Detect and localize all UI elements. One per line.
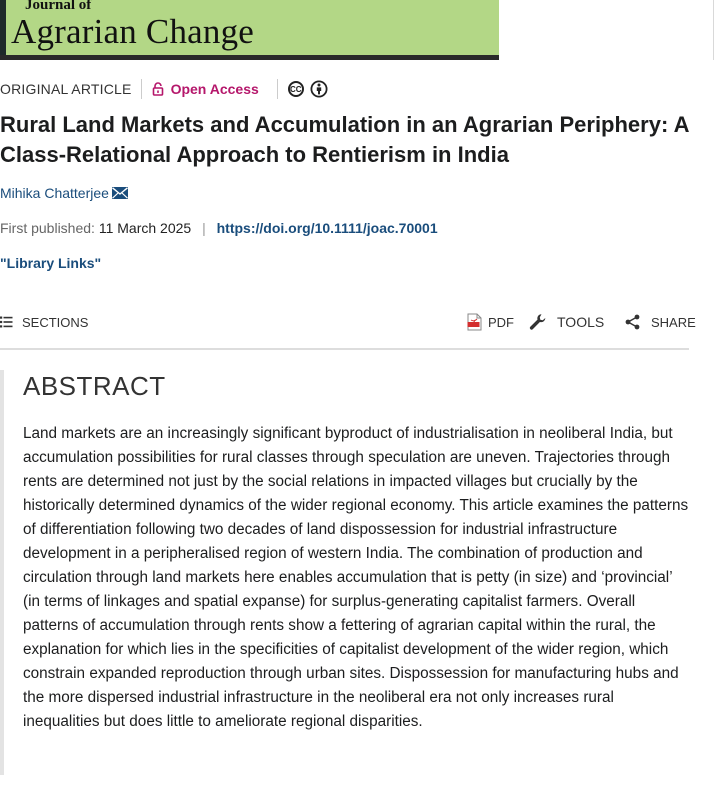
share-button[interactable] [625, 309, 696, 335]
toolbar-divider [0, 348, 689, 350]
abstract-text: Land markets are an increasingly significant byproduct of industrialisation in neoliberal India, but accumulation possibilities for rural classes through speculation are uneven. Trajectories through rents are determined not just by the social relations in impacted villages but crucially by the historically determined dynamics of the wider regional economy. This article examines the patterns of differentiation following two decades of land dispossession for industrial infrastructure development in a peripheralised region of western India. The combination of production and circulation through land markets here enables accumulation that is petty (in size) and ‘provincial’ (in terms of linkages and spatial expanse) for surplus-generating capitalist farmers. Overall patterns of accumulation through rents show a fettering of agrarian capital within the rural, the explanation for which lies in the specificities of capitalist development of the wider region, which constrain expanded reproduction through urban sites. Dispossession for manufacturing hubs and the more dispersed industrial infrastructure in the neoliberal era not only increases rural inequalities but does little to ameliorate regional disparities. [23, 425, 689, 730]
scroll-edge [713, 0, 714, 60]
doi-link[interactable]: https://doi.org/10.1111/joac.70001 [216, 220, 438, 236]
journal-banner[interactable] [0, 0, 499, 60]
library-links[interactable]: "Library Links" [0, 255, 102, 271]
license-icons[interactable] [288, 80, 328, 98]
sections-label: SECTIONS [22, 314, 89, 330]
list-icon [0, 316, 13, 328]
article-type: ORIGINAL ARTICLE [0, 81, 132, 97]
journal-name-small: Journal of [25, 0, 92, 13]
article-title: Rural Land Markets and Accumulation in an Agrarian Periphery: A Class-Relational Approach to Rentierism in India [0, 112, 689, 167]
email-icon[interactable] [112, 187, 128, 199]
banner-bottom-bar [0, 55, 499, 60]
first-published-date: 11 March 2025 [98, 220, 192, 236]
info-separator: | [202, 220, 206, 236]
abstract-heading: ABSTRACT [23, 371, 166, 401]
tools-button[interactable] [529, 309, 604, 335]
open-access-label: Open Access [170, 81, 259, 97]
creative-commons-icon: CC [288, 81, 304, 97]
author-name[interactable]: Mihika Chatterjee [0, 185, 109, 201]
article-toolbar [0, 309, 696, 335]
abstract-left-border [0, 370, 4, 775]
publication-info [0, 220, 438, 236]
divider [141, 79, 142, 99]
pdf-icon [467, 313, 482, 331]
pdf-label: PDF [488, 314, 514, 330]
open-lock-icon [152, 82, 164, 96]
author-row [0, 185, 128, 201]
sections-button[interactable] [0, 309, 88, 335]
tools-label: TOOLS [557, 314, 605, 330]
divider [277, 79, 278, 99]
attribution-icon [310, 80, 328, 98]
article-meta-row [0, 78, 328, 100]
journal-name: Agrarian Change [11, 12, 255, 51]
first-published-label: First published: [0, 220, 95, 236]
share-label: SHARE [651, 314, 696, 330]
share-icon [625, 314, 640, 330]
banner-left-bar [0, 0, 6, 60]
wrench-icon [529, 313, 547, 331]
open-access-badge [152, 81, 259, 97]
pdf-button[interactable] [467, 309, 514, 335]
